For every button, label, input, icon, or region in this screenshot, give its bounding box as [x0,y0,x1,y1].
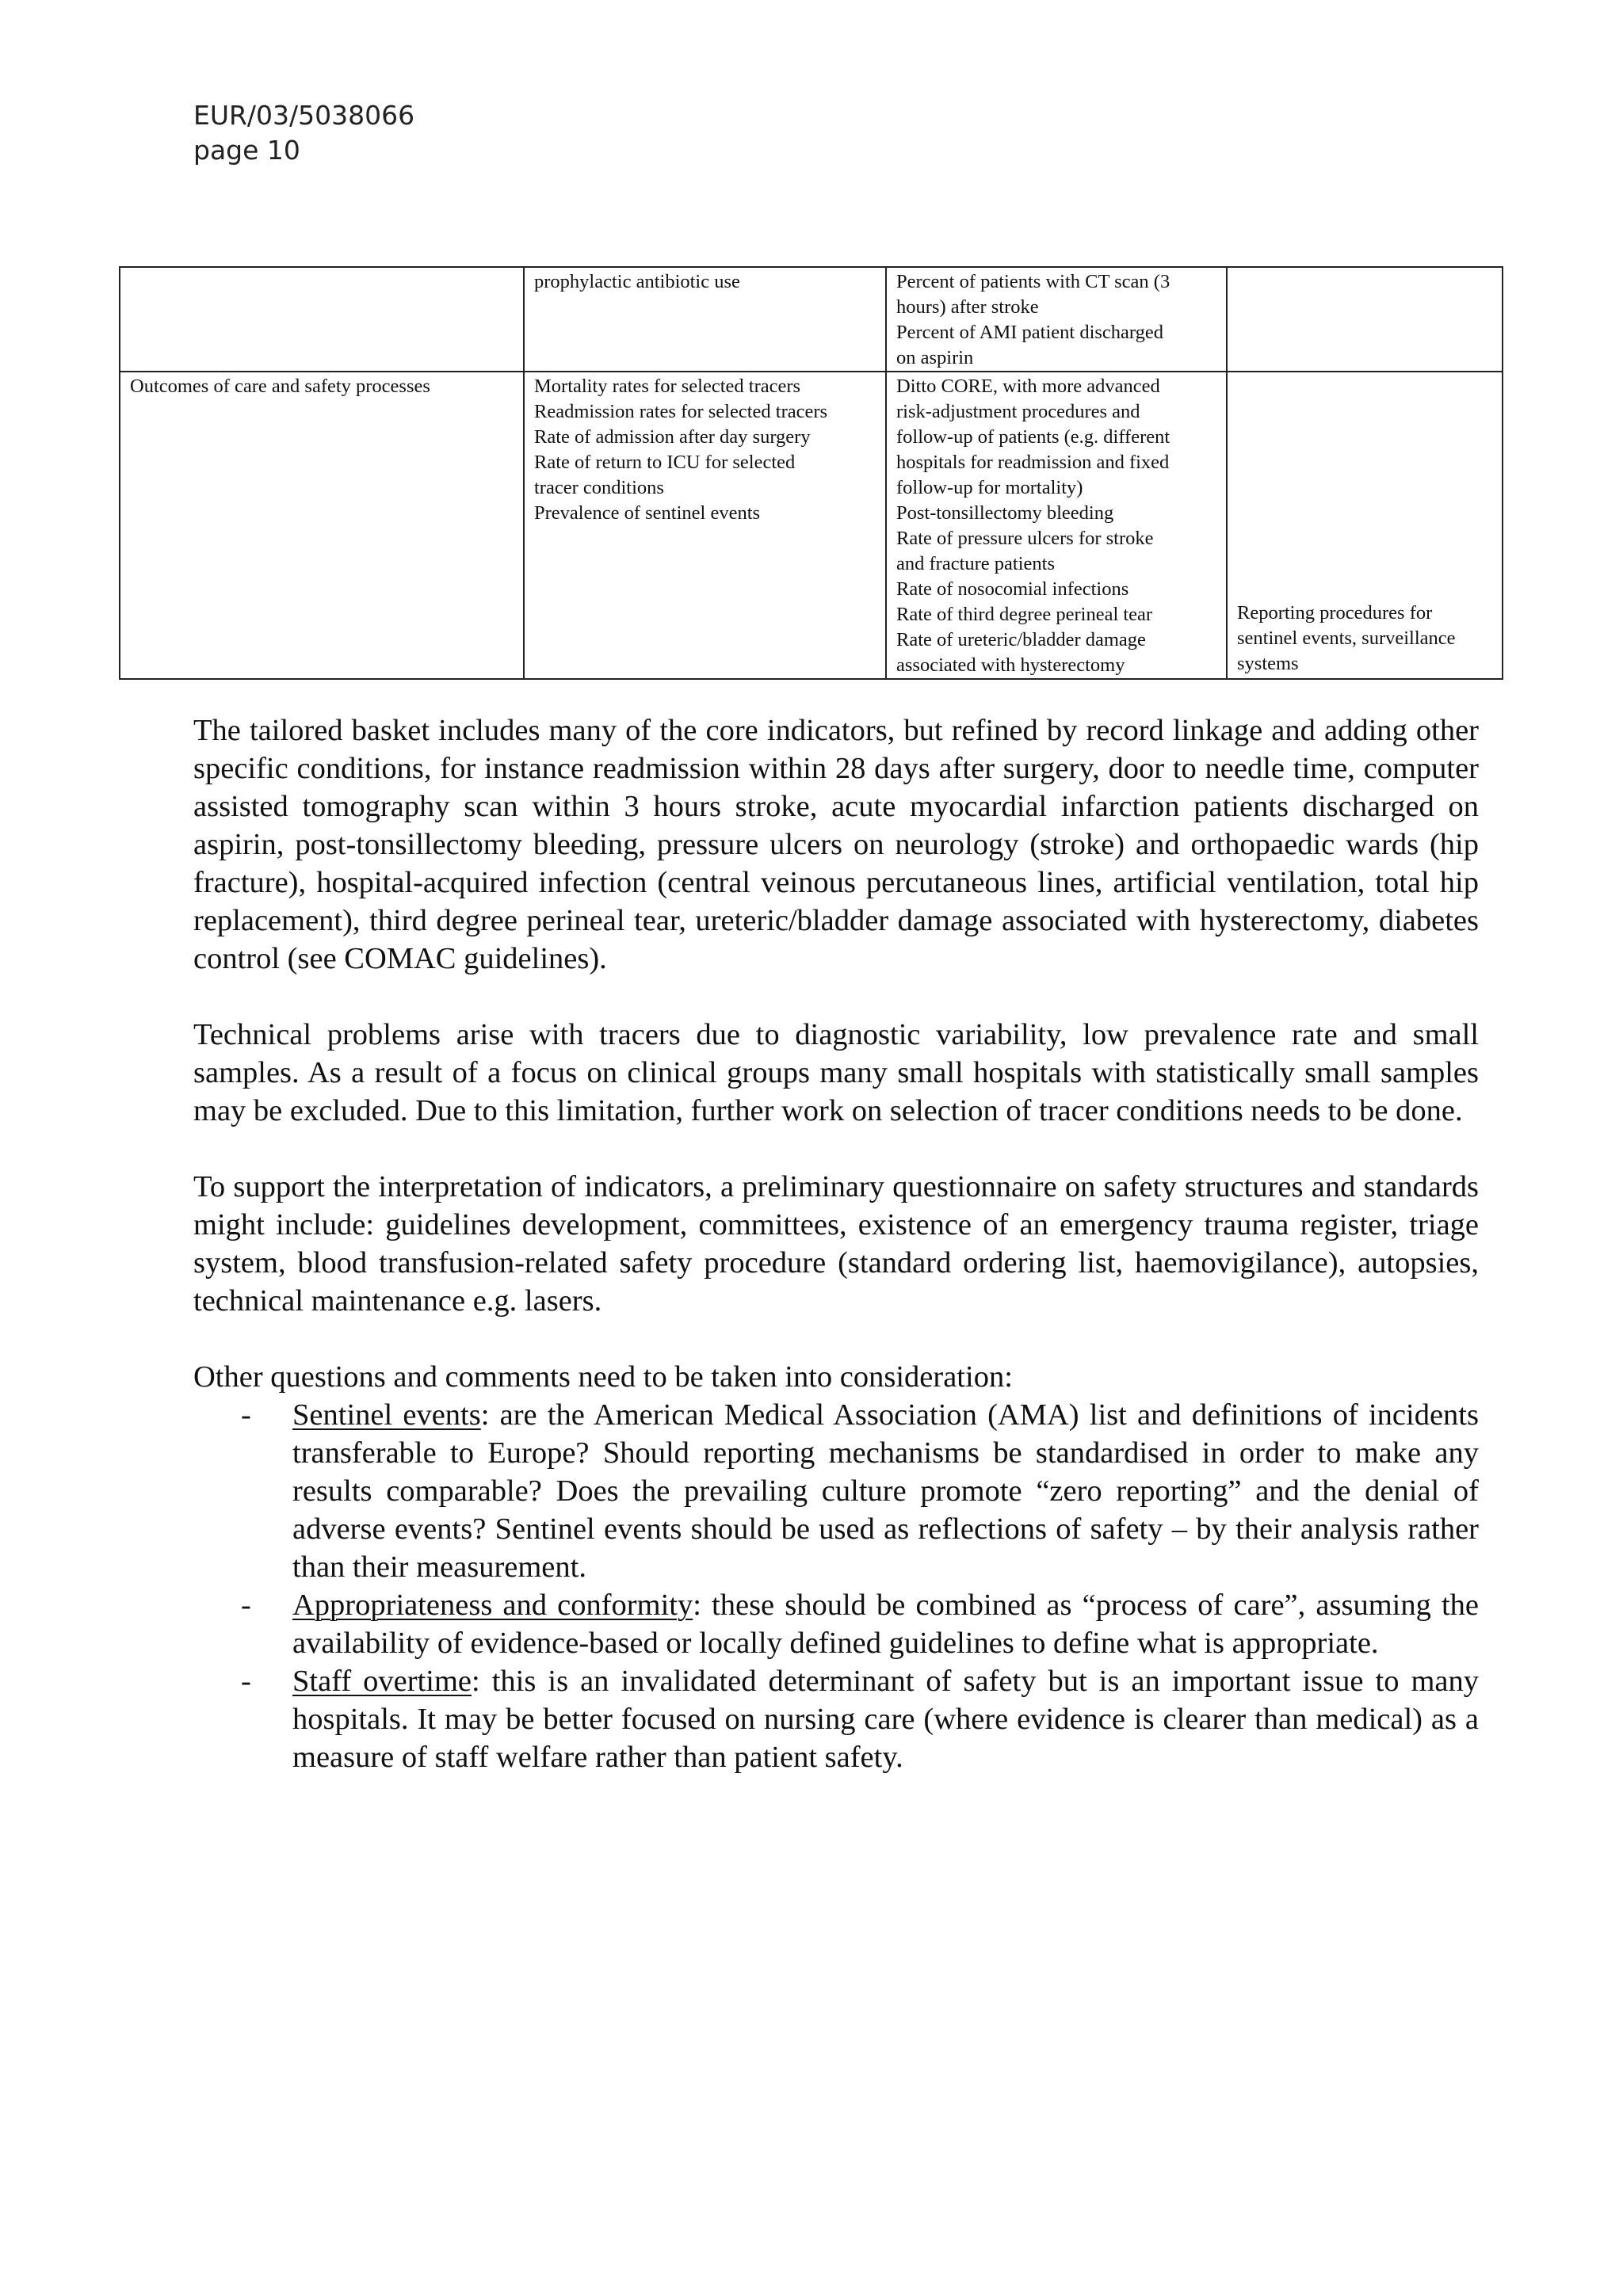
cell-text: and fracture patients [896,553,1055,574]
cell-text: Mortality rates for selected tracers [534,376,801,397]
paragraph: Technical problems arise with tracers due to diagnostic variability, low prevalence rate and small samples. As a result of a focus on clinical groups many small hospitals with statistically small samples may be excluded. Due to this limitation, further work on selection of tracer conditions needs to be done. [193,1018,1479,1127]
table-cell-structure [1227,372,1503,679]
cell-text: follow-up for mortality) [896,477,1083,498]
table-cell-core [524,267,886,372]
cell-text: systems [1237,653,1299,674]
cell-text: Rate of return to ICU for selected [534,452,796,473]
list-item-text: : this is an invalidated determinant of safety but is an important issue to many hospitals. It may be better focused on nursing care (where evidence is clearer than medical) as a measure of staff welfare rather than patient safety. [292,1665,1479,1774]
cell-text: Rate of pressure ulcers for stroke [896,528,1154,549]
table-row [120,372,1503,679]
cell-text: Ditto CORE, with more advanced [896,376,1160,397]
table-cell-tailored [886,267,1227,372]
dash-marker: - [241,1589,251,1622]
cell-text: Rate of third degree perineal tear [896,604,1153,625]
cell-text: follow-up of patients (e.g. different [896,426,1170,448]
list-item [193,1662,1479,1776]
page-number: page 10 [193,135,300,166]
list-item [193,1396,1479,1586]
dash-marker: - [241,1665,251,1698]
indicator-table [119,266,1503,680]
cell-text: on aspirin [896,347,974,368]
cell-text: Reporting procedures for [1237,602,1433,624]
list-intro: Other questions and comments need to be taken into consideration: [193,1360,1013,1394]
cell-text: Post-tonsillectomy bleeding [896,502,1114,524]
list-item-text: : these should be combined as “process of care”, assuming the availability of evidence-based or locally defined guidelines to define what is appropriate. [292,1589,1479,1660]
cell-text: Percent of AMI patient discharged [896,322,1164,343]
table-cell-tailored [886,372,1227,679]
body-text [193,711,1479,1776]
page-header [193,98,414,168]
document-reference: EUR/03/5038066 [193,100,415,131]
table-cell-structure [1227,267,1503,372]
cell-text: Rate of nosocomial infections [896,578,1129,600]
list-item [193,1586,1479,1662]
table-row [120,267,1503,372]
comment-list [193,1396,1479,1776]
cell-text: sentinel events, surveillance [1237,627,1456,649]
list-item-term: Appropriateness and conformity [292,1589,693,1622]
cell-text: risk-adjustment procedures and [896,401,1140,422]
paragraph: To support the interpretation of indicators, a preliminary questionnaire on safety structures and standards might include: guidelines development, committees, existence of an emergency trauma register, triage system, blood transfusion-related safety procedure (standard ordering list, haemovigilance), autopsies, technical maintenance e.g. lasers. [193,1170,1479,1318]
cell-text: associated with hysterectomy [896,654,1125,676]
cell-text: prophylactic antibiotic use [534,271,740,292]
paragraph: The tailored basket includes many of the core indicators, but refined by record linkage and adding other specific conditions, for instance readmission within 28 days after surgery, door to needle time, computer assisted tomography scan within 3 hours stroke, acute myocardial infarction patients discharged on aspirin, post-tonsillectomy bleeding, pressure ulcers on neurology (stroke) and orthopaedic wards (hip fracture), hospital-acquired infection (central veinous percutaneous lines, artificial ventilation, total hip replacement), third degree perineal tear, ureteric/bladder damage associated with hysterectomy, diabetes control (see COMAC guidelines). [193,714,1479,975]
table-cell-category [120,267,524,372]
list-item-term: Sentinel events [292,1398,481,1432]
table-cell-category [120,372,524,679]
cell-text: Readmission rates for selected tracers [534,401,828,422]
cell-text: hospitals for readmission and fixed [896,452,1170,473]
cell-text: Rate of admission after day surgery [534,426,811,448]
cell-text: Outcomes of care and safety processes [130,376,430,397]
list-item-text: : are the American Medical Association (AMA) list and definitions of incidents transferable to Europe? Should reporting mechanisms be standardised in order to make any results comparable? Does the prevailing culture promote “zero reporting” and the denial of adverse events? Sentinel events should be used as reflections of safety – by their analysis rather than their measurement. [292,1398,1479,1584]
list-item-term: Staff overtime [292,1665,472,1698]
cell-text: Rate of ureteric/bladder damage [896,629,1146,650]
cell-text: Percent of patients with CT scan (3 [896,271,1170,292]
cell-text: tracer conditions [534,477,664,498]
cell-text: Prevalence of sentinel events [534,502,761,524]
dash-marker: - [241,1398,251,1432]
cell-text: hours) after stroke [896,296,1039,318]
table-cell-core [524,372,886,679]
